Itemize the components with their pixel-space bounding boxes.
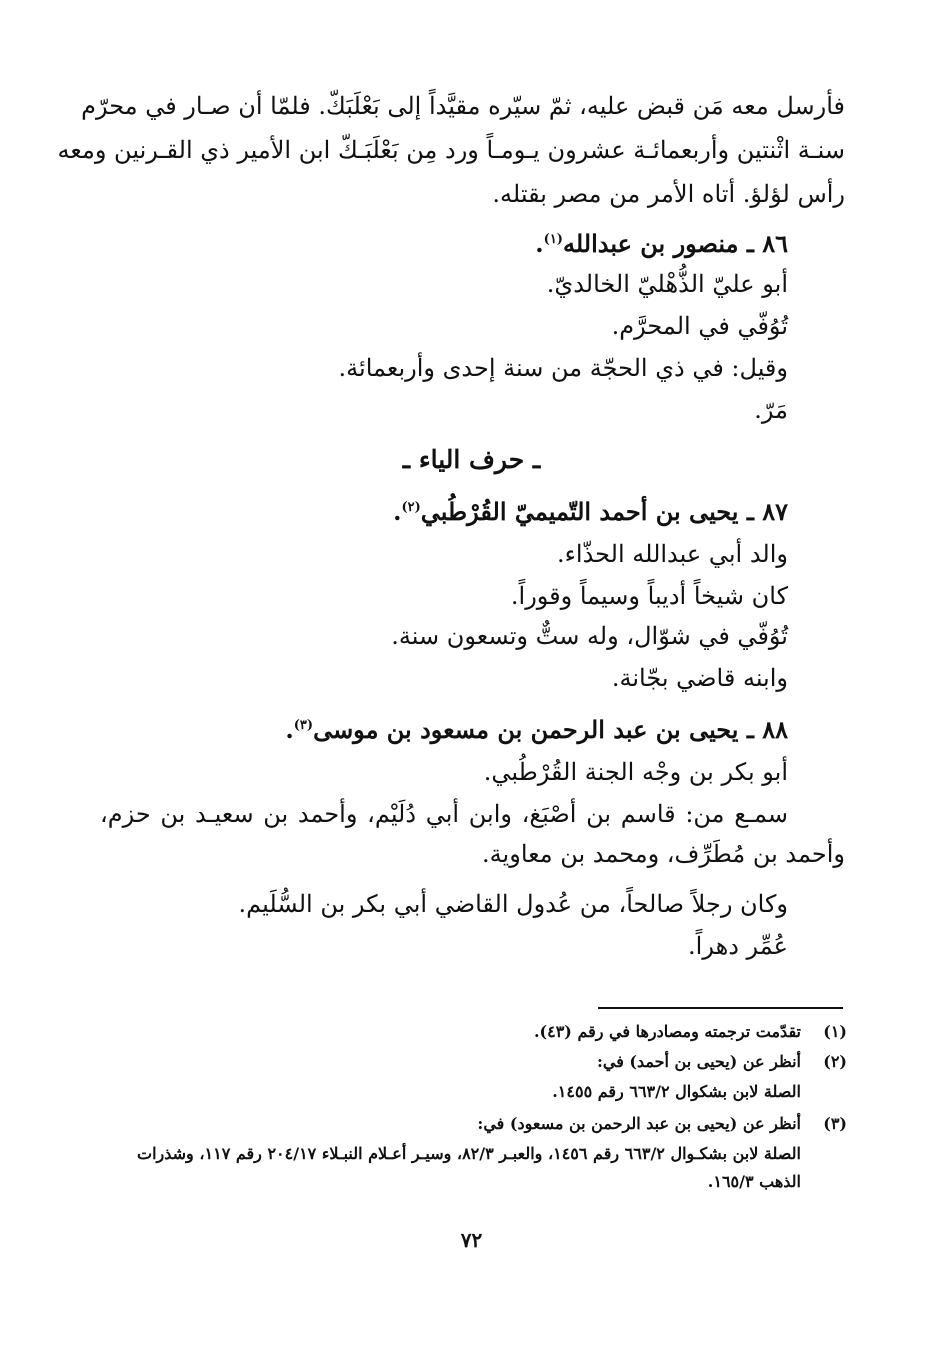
entry-88-line-3: عُمِّر دهراً. <box>688 932 788 960</box>
entry-87-line-1: والد أبي عبدالله الحذّاء. <box>556 540 788 568</box>
entry-87-line-4: وابنه قاضي بجّانة. <box>611 664 788 692</box>
footnote-3-text: أنظر عن (يحيى بن عبد الرحمن بن مسعود) في: <box>477 1114 801 1133</box>
entry-86-line-2: تُوُفّي في المحرَّم. <box>611 312 788 340</box>
entry-87-line-2: كان شيخاً أديباً وسيماً وقوراً. <box>510 582 788 610</box>
footnote-ref-3: (٣) <box>293 718 314 733</box>
entry-88-title: ٨٨ ـ يحيى بن عبد الرحمن بن مسعود بن موسى <box>313 715 788 744</box>
footnote-3-number: (٣) <box>823 1114 847 1133</box>
footnote-ref-2: (٢) <box>401 500 421 515</box>
entry-88-line-2: وكان رجلاً صالحاً، من عُدول القاضي أبي بكر بن السُّلَيم. <box>238 890 788 918</box>
entry-88-paragraph: سمـع من: قاسم بن أصْبَغ، وابن أبي دُلَيْم، وأحمد بن سعيـد بن حزم، وأحمد بن مُطَرِّف، ومحمد بن معاوية. <box>100 800 845 868</box>
entry-88-heading <box>285 710 788 750</box>
entry-86-heading-end: . <box>535 229 544 258</box>
footnote-1 <box>97 1018 847 1046</box>
entry-88-line-1: أبو بكر بن وجْه الجنة القُرْطُبي. <box>483 758 788 786</box>
footnote-2-source: الصلة لابن بشكوال ٦٦٣/٢ رقم ١٤٥٥. <box>552 1082 801 1101</box>
entry-88-heading-end: . <box>285 715 294 744</box>
footnote-3 <box>97 1110 847 1138</box>
entry-86-title: ٨٦ ـ منصور بن عبدالله <box>562 229 788 258</box>
footnote-2-number: (٢) <box>823 1052 847 1071</box>
intro-line-1: فأرسل معه مَن قبض عليه، ثمّ سيّره مقيَّداً إلى بَعْلَبَكّ. فلمّا أن صـار في محرّم <box>81 92 845 120</box>
intro-line-3: رأس لؤلؤ. أتاه الأمر من مصر بقتله. <box>492 180 845 208</box>
entry-87-heading <box>393 492 788 532</box>
footnote-ref-1: (١) <box>543 232 563 247</box>
section-heading: ـ حرف الياء ـ <box>402 445 541 474</box>
entry-86-line-1: أبو عليّ الذُّهْليّ الخالديّ. <box>546 270 788 298</box>
footnote-2-text: أنظر عن (يحيى بن أحمد) في: <box>596 1052 801 1071</box>
entry-87-heading-end: . <box>393 497 402 526</box>
footnote-divider <box>598 1007 843 1009</box>
intro-line-2: سنـة اثْنتين وأربعمائـة عشرون يـومـاً ورد مِن بَعْلَبَـكّ ابن الأمير ذي القـرنين ومعه <box>57 136 845 164</box>
footnote-2 <box>97 1048 847 1076</box>
entry-86-line-3: وقيل: في ذي الحجّة من سنة إحدى وأربعمائة. <box>338 354 788 382</box>
entry-87-line-3: تُوُفّي في شوّال، وله ستٌّ وتسعون سنة. <box>391 622 788 650</box>
page-number: ٧٢ <box>460 1228 483 1252</box>
footnote-3-sources: الصلة لابن بشكـوال ٦٦٣/٢ رقم ١٤٥٦، والعبـر ٨٢/٣، وسيـر أعـلام النبـلاء ٢٠٤/١٧ رقم ١١٧، وشذرات الذهب ١٦٥/٣. <box>137 1144 801 1191</box>
footnote-1-number: (١) <box>823 1022 847 1041</box>
entry-86-heading <box>535 224 788 264</box>
entry-87-title: ٨٧ ـ يحيى بن أحمد التّميميّ القُرْطُبي <box>420 497 788 526</box>
footnote-1-text: تقدّمت ترجمته ومصادرها في رقم (٤٣). <box>533 1022 801 1041</box>
entry-86-line-4: مَرّ. <box>754 396 788 424</box>
